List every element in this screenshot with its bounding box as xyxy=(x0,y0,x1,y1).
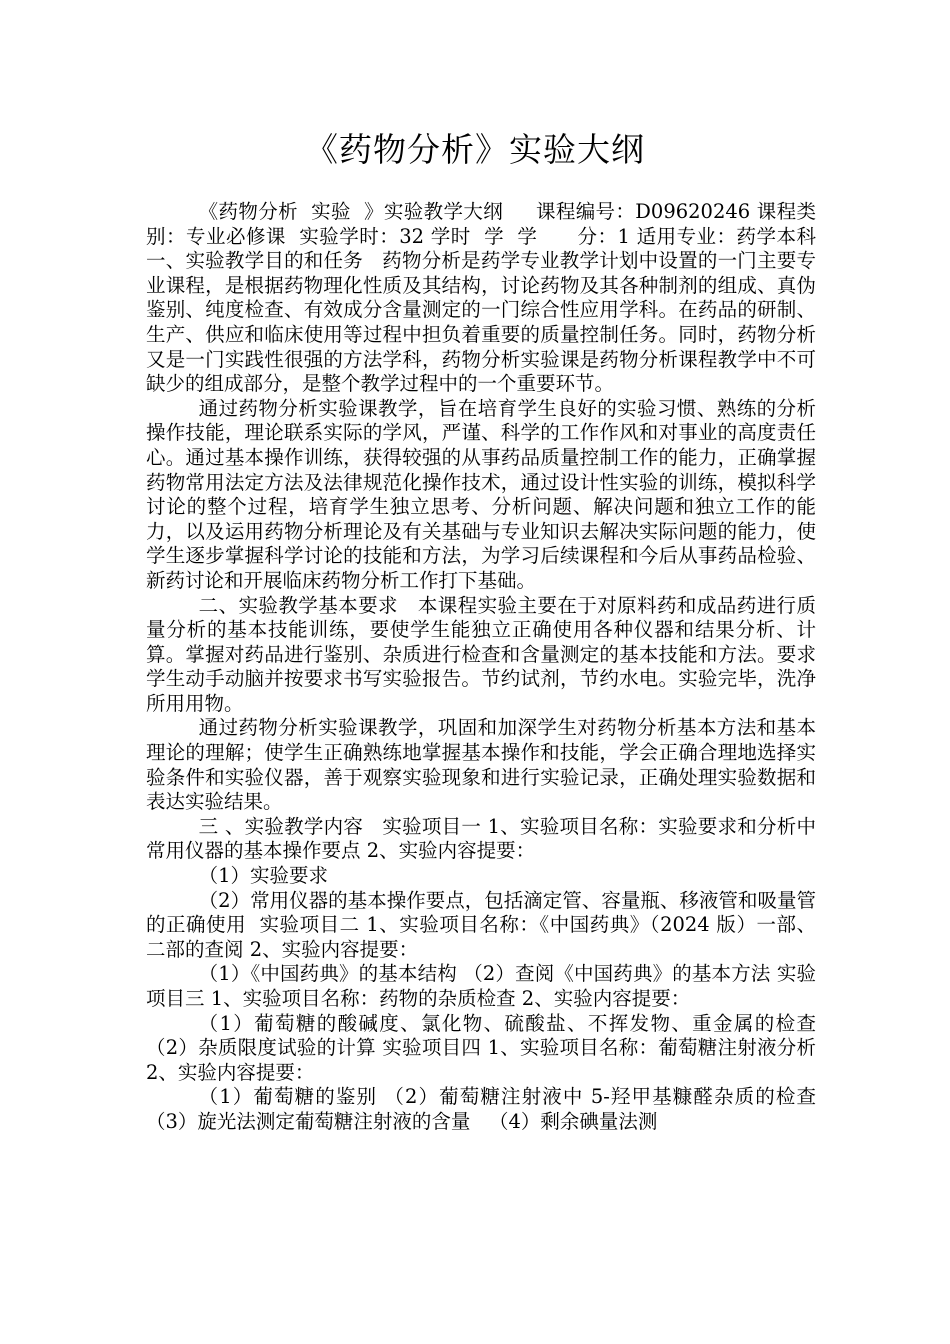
document-body xyxy=(146,200,847,1135)
paragraph-item-4: （1）葡萄糖的鉴别 （2）葡萄糖注射液中 5-羟甲基糠醛杂质的检查 （3）旋光法测定葡萄糖注射液的含量 （4）剩余碘量法测 xyxy=(146,1085,823,1133)
paragraph-consolidation: 通过药物分析实验课教学，巩固和加深学生对药物分析基本方法和基本理论的理解；使学生正确熟练地掌握基本操作和技能，学会正确合理地选择实验条件和实验仪器，善于观察实验现象和进行实验记录，正确处理实验数据和表达实验结果。 xyxy=(146,716,816,814)
paragraph-item-3: （1）葡萄糖的酸碱度、氯化物、硫酸盐、不挥发物、重金属的检查 （2）杂质限度试验的计算 实验项目四 1、实验项目名称：葡萄糖注射液分析 2、实验内容提要： xyxy=(146,1011,823,1084)
paragraph-item-2: （1）《中国药典》的基本结构 （2）查阅《中国药典》的基本方法 实验项目三 1、实验项目名称：药物的杂质检查 2、实验内容提要： xyxy=(146,962,816,1010)
paragraph-item-1-1: （1）实验要求 xyxy=(198,864,329,888)
paragraph-basic-requirements: 二、实验教学基本要求 本课程实验主要在于对原料药和成品药进行质量分析的基本技能训练，要使学生能独立正确使用各种仪器和结果分析、计算。掌握对药品进行鉴别、杂质进行检查和含量测定的基本技能和方法。要求学生动手动脑并按要求书写实验报告。节约试剂，节约水电。实验完毕，洗净所用用物。 xyxy=(146,593,816,715)
document-title: 《药物分析》实验大纲 xyxy=(305,130,645,169)
paragraph-item-1-2: （2）常用仪器的基本操作要点，包括滴定管、容量瓶、移液管和吸量管的正确使用 实验项目二 1、实验项目名称：《中国药典》（2024 版）一部、二部的查阅 2、实验内容提要： xyxy=(146,888,816,961)
paragraph-content-heading: 三 、实验教学内容 实验项目一 1、实验项目名称：实验要求和分析中常用仪器的基本操作要点 2、实验内容提要： xyxy=(146,814,816,863)
paragraph-intro: 《药物分析 实验 》实验教学大纲 课程编号：D09620246 课程类别：专业必修课 实验学时：32 学时 学 学 分：1 适用专业：药学本科 一、实验教学目的和任务 药物分析是药学专业教学计划中设置的一门主要专业课程，是根据药物理化性质及其结构，讨论药物及其各种制剂的组成、真伪鉴别、纯度检查、有效成分含量测定的一门综合性应用学科。在药品的研制、生产、供应和临床使用等过程中担负着重要的质量控制任务。同时，药物分析又是一门实践性很强的方法学科，药物分析实验课是药物分析课程教学中不可缺少的组成部分，是整个教学过程中的一个重要环节。 xyxy=(146,200,847,396)
paragraph-training-goals: 通过药物分析实验课教学，旨在培育学生良好的实验习惯、熟练的分析操作技能，理论联系实际的学风，严谨、科学的工作作风和对事业的高度责任心。通过基本操作训练，获得较强的从事药品质量控制工作的能力，正确掌握药物常用法定方法及法律规范化操作技术，通过设计性实验的训练，模拟科学讨论的整个过程，培育学生独立思考、分析问题、解决问题和独立工作的能力，以及运用药物分析理论及有关基础与专业知识去解决实际问题的能力，使学生逐步掌握科学讨论的技能和方法，为学习后续课程和今后从事药品检验、新药讨论和开展临床药物分析工作打下基础。 xyxy=(146,396,816,592)
